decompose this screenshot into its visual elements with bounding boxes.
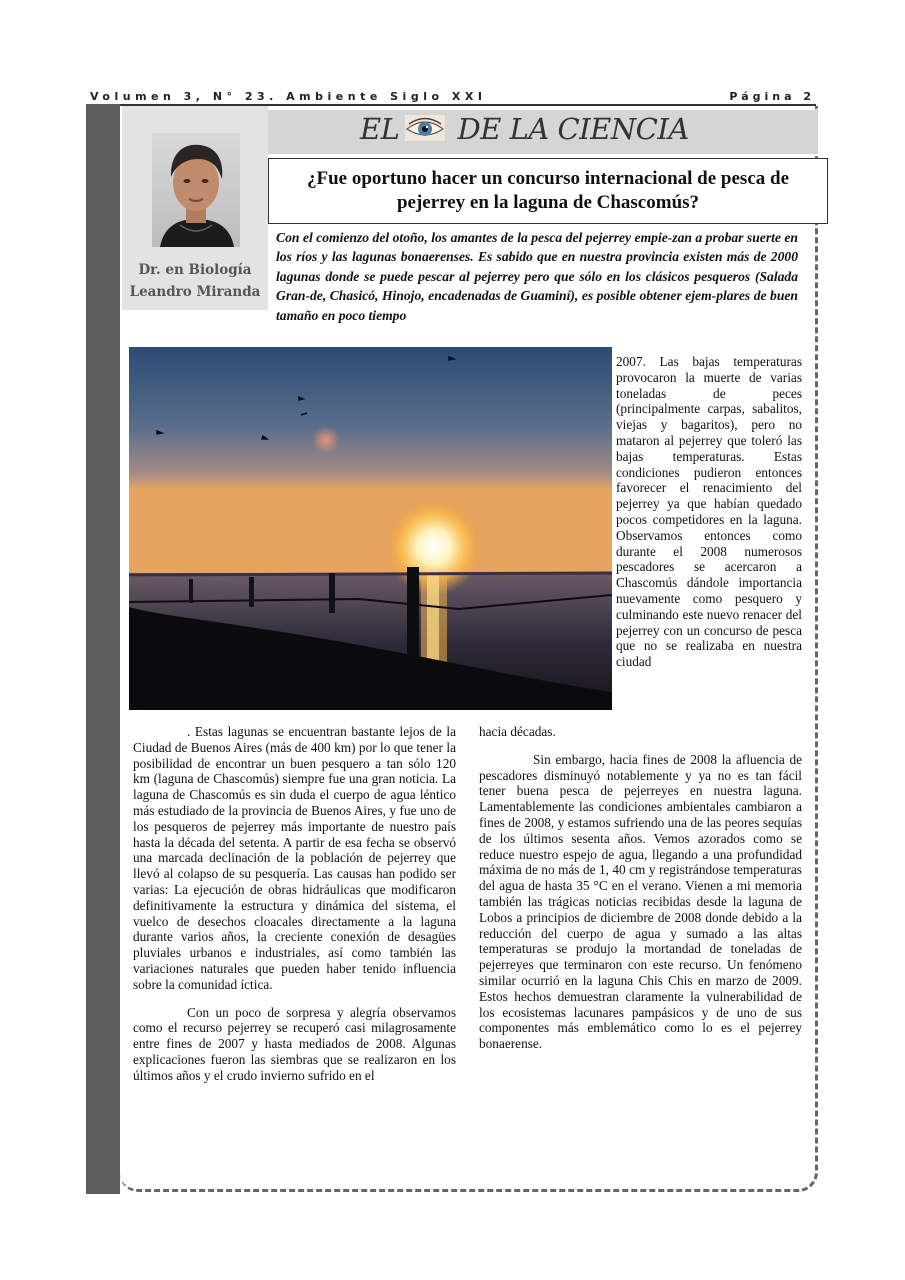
article-column-left bbox=[133, 724, 456, 1084]
article-lead: Con el comienzo del otoño, los amantes de la pesca del pejerrey empie-zan a probar suerte en los ríos y las lagunas bonaerenses. Es sabido que en nuestra provincia existen más de 2000 lagunas donde se puede pescar al pejerrey pero que sólo en los clásicos pesqueros (Salada Gran-de, Chasicó, Hinojo, encadenadas de Guaminí), es posible obtener ejem-plares de buen tamaño en poco tiempo bbox=[276, 230, 798, 323]
sunset-photo bbox=[129, 347, 612, 710]
paragraph: . Estas lagunas se encuentran bastante lejos de la Ciudad de Buenos Aires (más de 400 km) por lo que tener la posibilidad de encontrar un buen pesquero a tan sólo 120 km (laguna de Chascomús) siempre fue una gran noticia. La laguna de Chascomús es sin duda el cuerpo de agua léntico más estudiado de la provincia de Buenos Aires, y fue uno de los pesqueros de pejerrey más importante de nuestro país hasta la década del setenta. A partir de esa fecha se observó una marcada declinación de la población de pejerrey que llevó al colapso de su pesquería. Las causas han podido ser varias: La ejecución de obras hidráulicas que modificaron definitivamente la estructura y dinámica del sistema, el vuelco de desechos cloacales directamente a la laguna durante varios años, la creciente conexión de desagües pluviales urbanos e industriales, así como también las variaciones naturales que pueden haber tenido influencia sobre la comunidad íctica. bbox=[133, 724, 456, 992]
article-column-right bbox=[479, 724, 802, 1052]
author-photo bbox=[152, 133, 240, 247]
paragraph: Sin embargo, hacia fines de 2008 la afluencia de pescadores disminuyó notablemente y ya no es tan fácil tener buena pesca de pejerreyes en nuestra laguna. Lamentablemente las condiciones ambientales cambiaron a fines de 2008, y estamos sufriendo una de las peores sequías de los últimos sesenta años. Vemos azorados como se reduce nuestro espejo de agua, llegando a una profundidad máxima de no más de 1, 40 cm y registrándose temperaturas del agua de hasta 35 °C en el verano. Vienen a mi memoria también las trágicas noticias recibidas desde la laguna de Lobos a principios de diciembre de 2008 donde debido a la reducción del cuerpo de agua y sumado a las altas temperaturas se produjo la mortandad de toneladas de pejerreyes que terminaron con este recurso. Un fenómeno similar ocurrió en la laguna Chis Chis en marzo de 2009. Estos hechos demuestran claramente la vulnerabilidad de los ecosistemas lacunares pampásicos y de uno de sus componentes más emblemático como lo es el pejerrey bonaerense. bbox=[479, 751, 802, 1052]
author-name bbox=[122, 259, 268, 303]
article-column-right-top bbox=[616, 354, 802, 670]
eye-icon bbox=[405, 115, 445, 141]
article-title-text: ¿Fue oportuno hacer un concurso internacional de pesca de pejerrey en la laguna de Chascomús? bbox=[306, 168, 790, 213]
left-sidebar-bar bbox=[86, 104, 120, 1194]
header-page-number: Página 2 bbox=[729, 90, 815, 103]
author-title: Dr. en Biología bbox=[138, 262, 252, 278]
paragraph: 2007. Las bajas temperaturas provocaron la muerte de varias toneladas de peces (principalmente carpas, sabalitos, viejas y bagaritos), pero no mataron al pejerrey que toleró las bajas temperaturas. Estas condiciones pudieron entonces favorecer el renacimiento del pejerrey ya que habían quedado pocos competidores en la laguna. Observamos entonces como durante el 2008 numerosos pescadores se acercaron a Chascomús dándole importancia nuevamente como pesquero y culminando este nuevo renacer del pejerrey con un concurso de pesca que no se realizaba en nuestra ciudad bbox=[616, 354, 802, 670]
article-title bbox=[268, 158, 828, 224]
author-fullname: Leandro Miranda bbox=[129, 284, 261, 300]
header-volume: Volumen 3, N° 23. Ambiente Siglo XXI bbox=[90, 90, 487, 103]
paragraph: hacia décadas. bbox=[479, 724, 556, 739]
section-title bbox=[360, 112, 689, 147]
section-title-part1: EL bbox=[360, 112, 400, 146]
section-title-part2: DE LA CIENCIA bbox=[457, 112, 689, 146]
paragraph: Con un poco de sorpresa y alegría observamos como el recurso pejerrey se recuperó casi milagrosamente entre fines de 2007 y hasta mediados de 2008. Algunas explicaciones fueron las siembras que se realizaron en los últimos años y el crudo invierno sufrido en el bbox=[133, 1004, 456, 1083]
